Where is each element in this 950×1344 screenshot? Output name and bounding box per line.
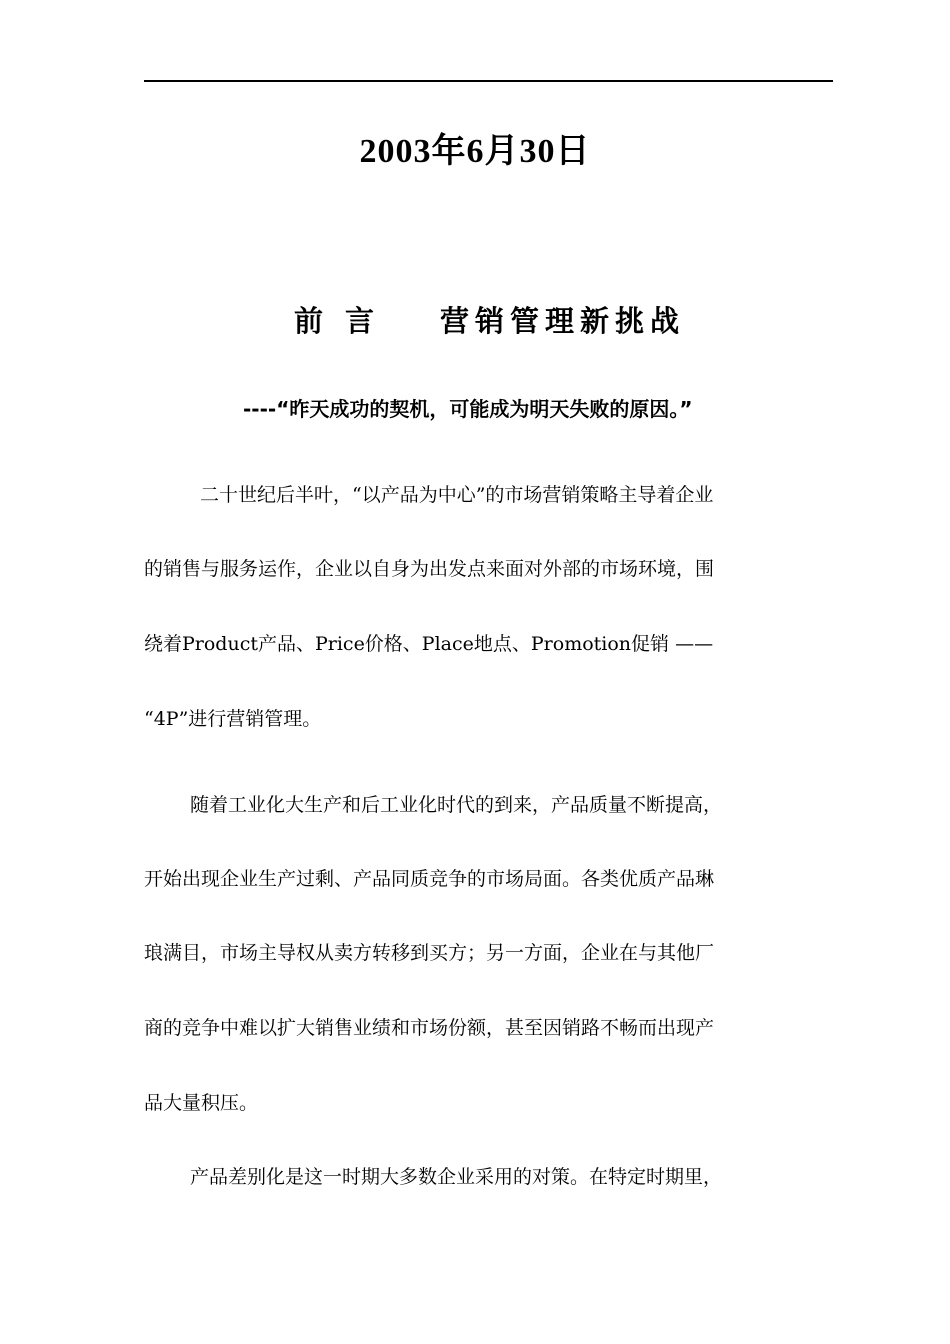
epigraph-quote: ----“昨天成功的契机，可能成为明天失败的原因。” [243,397,693,421]
paragraph-1-line-1: 二十世纪后半叶，“以产品为中心”的市场营销策略主导着企业 [200,484,714,506]
paragraph-2-line-3: 琅满目，市场主导权从卖方转移到买方；另一方面，企业在与其他厂 [144,942,715,964]
paragraph-2-line-2: 开始出现企业生产过剩、产品同质竞争的市场局面。各类优质产品琳 [144,868,715,890]
section-label: 前言 [294,304,397,338]
paragraph-2-line-1: 随着工业化大生产和后工业化时代的到来，产品质量不断提高， [190,794,723,816]
section-heading [294,302,686,342]
paragraph-1-line-4: “4P”进行营销管理。 [144,708,322,730]
document-date: 2003年6月30日 [359,133,591,170]
paragraph-2-line-5: 品大量积压。 [144,1092,259,1114]
paragraph-1-line-2: 的销售与服务运作，企业以自身为出发点来面对外部的市场环境，围 [144,558,715,580]
section-title: 营销管理新挑战 [440,304,686,338]
paragraph-3-line-1: 产品差别化是这一时期大多数企业采用的对策。在特定时期里， [190,1166,723,1188]
paragraph-1-line-3: 绕着Product产品、Price价格、Place地点、Promotion促销 —— [144,633,714,655]
header-divider [144,80,833,82]
paragraph-2-line-4: 商的竞争中难以扩大销售业绩和市场份额，甚至因销路不畅而出现产 [144,1017,715,1039]
